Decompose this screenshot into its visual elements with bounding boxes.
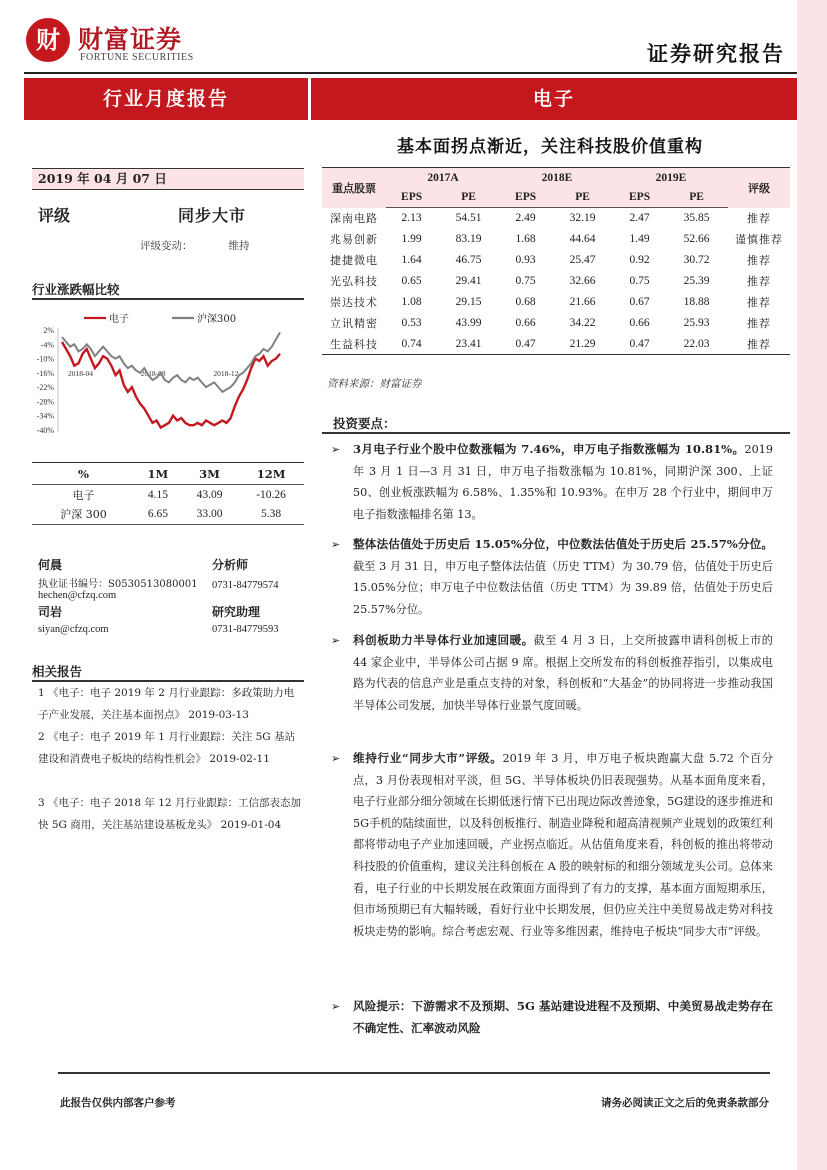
stock-value: 2.13 xyxy=(401,212,422,225)
stock-value: 25.47 xyxy=(569,254,596,266)
assistant-name: 司岩 xyxy=(38,605,63,619)
stock-value: 0.66 xyxy=(629,317,650,329)
analyst-cert: 执业证书编号：S0530513080001 xyxy=(38,579,198,590)
x-tick-label: 2018-12 xyxy=(213,368,239,378)
stock-rating: 推荐 xyxy=(747,317,771,330)
footer-disclaimer: 请务必阅读正文之后的免责条款部分 xyxy=(601,1097,769,1109)
table-row xyxy=(322,271,790,292)
stock-name: 兆易创新 xyxy=(330,233,378,246)
stock-name: 深南电路 xyxy=(330,212,378,225)
chart-section-rule xyxy=(32,298,304,300)
stock-rating: 推荐 xyxy=(728,334,790,355)
stock-name: 光弘科技 xyxy=(330,275,378,288)
perf-cell: 33.00 xyxy=(181,505,238,525)
perf-cell: 5.38 xyxy=(238,505,304,525)
stock-value: 0.75 xyxy=(515,275,536,287)
stock-rating: 推荐 xyxy=(747,296,771,309)
invest-point xyxy=(333,996,773,1039)
bullet-arrow-icon: ➢ xyxy=(331,1000,341,1013)
table-row xyxy=(322,250,790,271)
perf-cell: 沪深 300 xyxy=(32,505,135,525)
point-lead: 3月电子行业个股中位数涨幅为 7.46%，申万电子指数涨幅为 10.81%。 xyxy=(353,442,745,456)
stock-value: 25.93 xyxy=(683,317,710,329)
rating-header: 评级 xyxy=(728,168,790,208)
stock-value: 18.88 xyxy=(683,296,710,308)
stock-value: 0.68 xyxy=(515,296,536,308)
banner-industry: 电子 xyxy=(311,78,797,120)
logo-en-text: FORTUNE SECURITIES xyxy=(80,52,194,63)
table-row xyxy=(322,313,790,334)
stock-value: 23.41 xyxy=(437,334,500,355)
stock-value: 1.64 xyxy=(401,254,422,266)
analyst-name: 何晨 xyxy=(38,558,63,572)
related-section-title: 相关报告 xyxy=(32,664,83,679)
point-body: 2019 年 3 月，申万电子板块跑赢大盘 5.72 个百分点，3 月份表现相对平淡，但 5G、半导体板块仍旧表现强势。从基本面角度来看，电子行业部分细分领域在长期低迷行情下已出现边际改善迹象，5G建设的逐步推进和 5G手机的陆续面世，以及科创板推行、制造业降税和超高清视频产业规划的政策红利都将带动电子产业加速回暖，产业拐点临近。从估值角度来看，科创板的推出将带动科技股的价值重构，建议关注科创板在 A 股的映射标的和细分领域龙头公司。总体来看，电子行业的中长期发展在政策面方面得到了有力的支撑，基本面方面短期承压，但市场预期已有大幅转暖，看好行业中长期发展，但仍应关注中美贸易战走势对科技板块走势的影响。综合考虑宏观、行业等多维因素，维持电子板块“同步大市”评级。 xyxy=(353,752,774,938)
bullet-arrow-icon: ➢ xyxy=(331,752,341,765)
bullet-arrow-icon: ➢ xyxy=(331,634,341,647)
y-tick-label: -40% xyxy=(36,426,54,435)
stock-value: 0.67 xyxy=(629,296,650,308)
point-body: 2019 年 3 月 1 日—3 月 31 日，申万电子指数涨幅为 10.81%，同期沪深 300、上证 50、创业板涨跌幅为 6.58%、1.35%和 10.93%。在申万 28 个行业中，期间申万电子指数涨幅排名第 13。 xyxy=(353,443,773,521)
stock-value: 0.75 xyxy=(629,275,650,287)
sub-header: EPS xyxy=(614,188,665,208)
stock-name: 生益科技 xyxy=(322,334,386,355)
stock-value: 1.08 xyxy=(401,296,422,308)
stock-rating: 推荐 xyxy=(747,212,771,225)
stock-value: 0.66 xyxy=(515,317,536,329)
key-stocks-table xyxy=(322,167,790,355)
rating-change-value: 维持 xyxy=(228,240,250,252)
table-row xyxy=(32,485,304,505)
sub-header: PE xyxy=(665,188,728,208)
stock-value: 0.65 xyxy=(401,275,422,287)
perf-cell: 4.15 xyxy=(147,488,168,501)
rating-change xyxy=(140,238,250,253)
header-rule xyxy=(24,72,797,74)
year-header: 2017A xyxy=(386,168,500,188)
perf-header: 1M xyxy=(135,463,181,485)
stock-name: 捷捷微电 xyxy=(330,254,378,267)
stock-name-header: 重点股票 xyxy=(322,168,386,208)
table-row xyxy=(322,292,790,313)
table-row xyxy=(322,208,790,229)
logo-cn-text: 财富证券 xyxy=(78,25,183,54)
banner-report-kind: 行业月度报告 xyxy=(24,78,308,120)
perf-header: 3M xyxy=(181,463,238,485)
stock-value: 44.64 xyxy=(569,233,596,245)
related-report[interactable]: 2 《电子：电子 2019 年 1 月行业跟踪：关注 5G 基站建设和消费电子板块的结构性机会》 2019-02-11 xyxy=(38,731,296,765)
stock-value: 30.72 xyxy=(683,254,710,266)
legend-label: 电子 xyxy=(109,314,129,325)
table-source: 资料来源：财富证券 xyxy=(327,378,422,390)
related-report[interactable]: 1 《电子：电子 2019 年 2 月行业跟踪：多政策助力电子产业发展，关注基本面拐点》 2019-03-13 xyxy=(38,687,295,721)
legend-label: 沪深300 xyxy=(197,314,237,325)
report-type: 证券研究报告 xyxy=(647,41,785,66)
x-tick-label: 2018-08 xyxy=(140,368,166,378)
table-row xyxy=(32,505,304,525)
stock-rating: 推荐 xyxy=(747,275,771,288)
report-date: 2019 年 04 月 07 日 xyxy=(32,168,304,190)
stock-value: 34.22 xyxy=(569,317,596,329)
sub-header: EPS xyxy=(386,188,437,208)
point-body: 截至 3 月 31 日，申万电子整体法估值（历史 TTM）为 30.79 倍，估值处于历史后 15.05%分位；申万电子中位数法估值（历史 TTM）为 39.89 倍，估值处于历史后 25.57%分位。 xyxy=(353,559,773,616)
stock-value: 0.74 xyxy=(386,334,437,355)
y-tick-label: -22% xyxy=(36,383,54,393)
y-tick-label: -34% xyxy=(36,411,54,421)
related-report[interactable]: 3 《电子：电子 2018 年 12 月行业跟踪：工信部表态加快 5G 商用，关注基站建设基板龙头》 2019-01-04 xyxy=(38,797,301,831)
footer-rule xyxy=(58,1072,770,1074)
bullet-arrow-icon: ➢ xyxy=(331,443,341,456)
stock-value: 1.68 xyxy=(515,233,536,245)
stock-value: 0.53 xyxy=(401,317,422,329)
y-tick-label: -4% xyxy=(40,340,54,350)
invest-point xyxy=(333,534,773,620)
sub-header: PE xyxy=(437,188,500,208)
stock-rating: 推荐 xyxy=(747,254,771,267)
sub-header: PE xyxy=(551,188,614,208)
rating-change-label: 评级变动： xyxy=(140,240,193,252)
stock-value: 25.39 xyxy=(683,275,710,287)
stock-value: 29.41 xyxy=(455,275,482,287)
stock-value: 0.47 xyxy=(500,334,551,355)
perf-header: % xyxy=(32,463,135,485)
y-tick-label: -10% xyxy=(36,354,54,364)
point-lead: 维持行业“同步大市”评级。 xyxy=(353,751,503,765)
perf-cell: 电子 xyxy=(72,488,95,502)
stock-value: 21.66 xyxy=(569,296,596,308)
y-tick-label: 2% xyxy=(43,326,54,335)
stock-value: 29.15 xyxy=(455,296,482,308)
stock-value: 83.19 xyxy=(455,233,482,245)
stock-rating: 谨慎推荐 xyxy=(735,233,783,246)
year-header: 2018E xyxy=(500,168,614,188)
rating-label: 评级 xyxy=(38,206,71,225)
x-tick-label: 2018-04 xyxy=(68,368,93,378)
invest-rule xyxy=(322,432,790,434)
chart-section-title: 行业涨跌幅比较 xyxy=(32,282,120,297)
performance-table xyxy=(32,462,304,525)
assistant-role: 研究助理 xyxy=(212,605,261,619)
stock-value: 32.19 xyxy=(569,212,596,225)
stock-value: 1.49 xyxy=(629,233,650,245)
y-tick-label: -16% xyxy=(36,368,54,378)
stock-value: 0.47 xyxy=(614,334,665,355)
assistant-email[interactable]: siyan@cfzq.com xyxy=(38,624,109,635)
invest-point xyxy=(333,748,773,942)
invest-heading: 投资要点： xyxy=(333,416,396,431)
stock-value: 0.92 xyxy=(629,254,650,266)
footer-note: 此报告仅供内部客户参考 xyxy=(60,1097,176,1109)
perf-header: 12M xyxy=(238,463,304,485)
invest-point xyxy=(333,439,773,525)
stock-value: 0.93 xyxy=(515,254,536,266)
analyst-role: 分析师 xyxy=(212,558,249,572)
stock-value: 54.51 xyxy=(455,212,482,225)
y-tick-label: -28% xyxy=(36,397,54,407)
series-line xyxy=(62,332,280,392)
side-decoration-strip xyxy=(797,0,827,1170)
sub-header: EPS xyxy=(500,188,551,208)
rating-value: 同步大市 xyxy=(178,206,247,225)
stock-value: 46.75 xyxy=(455,254,482,266)
report-title: 基本面拐点渐近，关注科技股价值重构 xyxy=(397,137,703,157)
stock-value: 21.29 xyxy=(551,334,614,355)
assistant-phone: 0731-84779593 xyxy=(212,624,279,635)
perf-cell: -10.26 xyxy=(256,488,286,501)
perf-cell: 43.09 xyxy=(196,488,223,501)
stock-value: 22.03 xyxy=(665,334,728,355)
stock-value: 2.47 xyxy=(629,212,650,225)
logo-mark-icon: 财 xyxy=(26,18,70,62)
invest-point xyxy=(333,630,773,716)
stock-value: 1.99 xyxy=(401,233,422,245)
performance-chart xyxy=(28,308,288,443)
stock-value: 52.66 xyxy=(683,233,710,245)
perf-cell: 6.65 xyxy=(135,505,181,525)
table-row xyxy=(322,334,790,355)
stock-value: 35.85 xyxy=(683,212,710,225)
stock-value: 32.66 xyxy=(569,275,596,287)
point-lead: 整体法估值处于历史后 15.05%分位，中位数法估值处于历史后 25.57%分位。 xyxy=(353,537,773,551)
stock-value: 43.99 xyxy=(455,317,482,329)
point-lead: 风险提示：下游需求不及预期、5G 基站建设进程不及预期、中美贸易战走势存在不确定性、汇率波动风险 xyxy=(353,999,773,1035)
analyst-email[interactable]: hechen@cfzq.com xyxy=(38,590,117,601)
point-body: 截至 4 月 3 日，上交所披露申请科创板上市的 44 家企业中，半导体公司占据 9 席。根据上交所发布的科创板推荐指引，以集成电路为代表的信息产业是重点支持的对象，科创板和“大基金”的协同将进一步推动我国半导体公司发展，加快半导体行业景气度回暖。 xyxy=(353,634,773,712)
year-header: 2019E xyxy=(614,168,728,188)
stock-name: 崇达技术 xyxy=(330,296,378,309)
table-row xyxy=(322,229,790,250)
bullet-arrow-icon: ➢ xyxy=(331,538,341,551)
company-logo xyxy=(26,18,206,68)
point-lead: 科创板助力半导体行业加速回暖。 xyxy=(353,633,534,647)
analyst-phone: 0731-84779574 xyxy=(212,580,279,591)
stock-name: 立讯精密 xyxy=(330,317,378,330)
stock-value: 2.49 xyxy=(515,212,536,225)
